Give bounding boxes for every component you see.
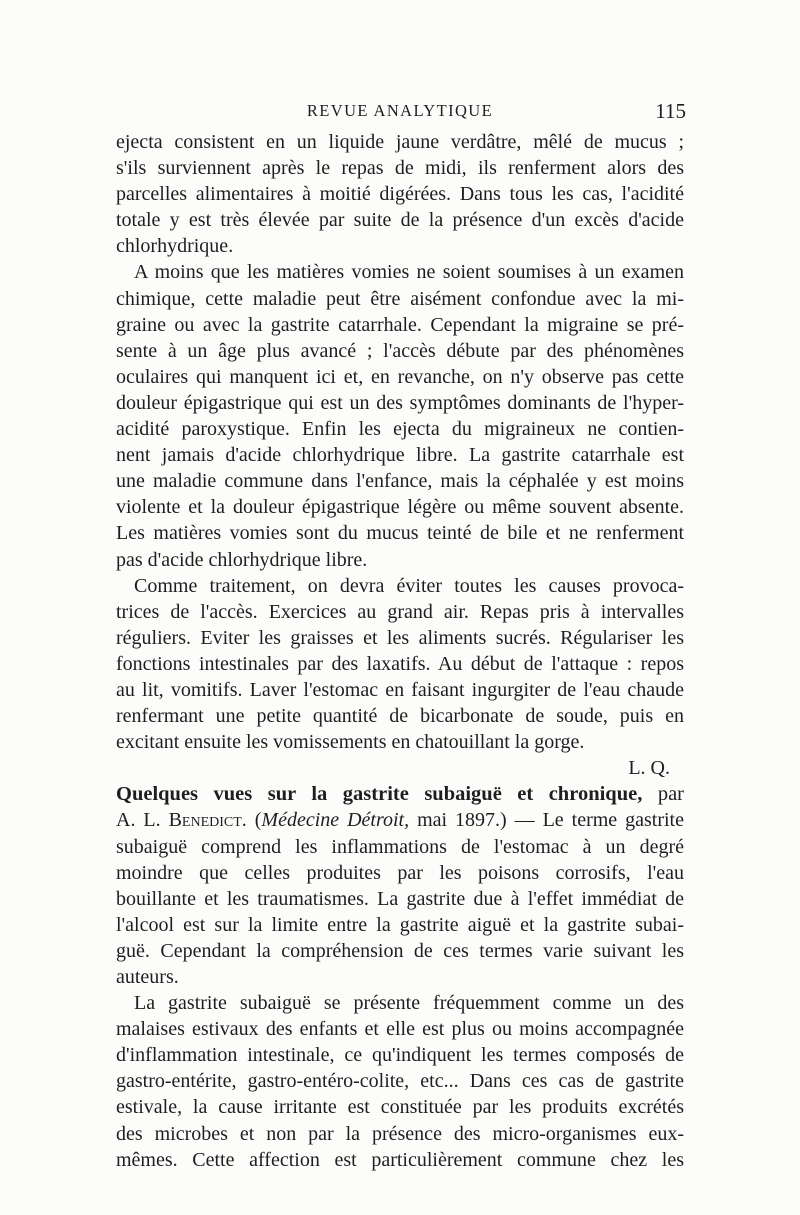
text-line: s'ils surviennent après le repas de midi, ils renferment alors des bbox=[116, 157, 684, 180]
text-line: gastro-entérite, gastro-entéro-colite, etc... Dans ces cas de gastrite bbox=[116, 1070, 684, 1093]
text-line: Les matières vomies sont du mucus teinté de bile et ne renferment bbox=[116, 522, 684, 545]
text-line: renfermant une petite quantité de bicarbonate de soude, puis en bbox=[116, 705, 684, 728]
text-line: l'alcool est sur la limite entre la gastrite aiguë et la gastrite subai- bbox=[116, 913, 684, 936]
article-title: Quelques vues sur la gastrite subaiguë et chronique, bbox=[116, 783, 643, 806]
text-line: nent jamais d'acide chlorhydrique libre. La gastrite catarrhale est bbox=[116, 444, 684, 467]
article-title-line bbox=[116, 781, 684, 807]
text-line-rest: — Le terme gastrite bbox=[506, 809, 684, 832]
journal-name: Médecine Détroit, bbox=[261, 809, 410, 832]
article-author: A. L. Benedict. bbox=[116, 809, 247, 832]
text-line: totale y est très élevée par suite de la présence d'un excès d'acide bbox=[116, 209, 684, 232]
text-line: moindre que celles produites par les poisons corrosifs, l'eau bbox=[116, 861, 684, 884]
text-line: graine ou avec la gastrite catarrhale. Cependant la migraine se pré- bbox=[116, 313, 684, 336]
text-line: Comme traitement, on devra éviter toutes les causes provoca- bbox=[134, 574, 684, 597]
text-line: La gastrite subaiguë se présente fréquemment comme un des bbox=[134, 992, 684, 1015]
text-line: bouillante et les traumatismes. La gastrite due à l'effet immédiat de bbox=[116, 887, 684, 910]
article-title-tail: par bbox=[642, 783, 684, 806]
text-line: trices de l'accès. Exercices au grand air. Repas pris à intervalles bbox=[116, 600, 684, 623]
text-line: d'inflammation intestinale, ce qu'indiquent les termes composés de bbox=[116, 1044, 684, 1067]
text-line: sente à un âge plus avancé ; l'accès débute par des phénomènes bbox=[116, 339, 684, 362]
text-line: acidité paroxystique. Enfin les ejecta du migraineux ne contien- bbox=[116, 418, 684, 441]
text-line: mêmes. Cette affection est particulièrement commune chez les bbox=[116, 1148, 684, 1171]
source-open: ( bbox=[246, 809, 262, 832]
text-line: malaises estivaux des enfants et elle est plus ou moins accompagnée bbox=[116, 1018, 684, 1041]
text-line: excitant ensuite les vomissements en chatouillant la gorge. bbox=[116, 731, 585, 754]
text-line: douleur épigastrique qui est un des symptômes dominants de l'hyper- bbox=[116, 391, 684, 414]
article-byline-line bbox=[116, 807, 684, 833]
text-line: chimique, cette maladie peut être aisément confondue avec la mi- bbox=[116, 287, 684, 310]
text-line: fonctions intestinales par des laxatifs. Au début de l'attaque : repos bbox=[116, 652, 684, 675]
author-signature: L. Q. bbox=[628, 757, 670, 780]
page-number: 115 bbox=[655, 99, 686, 123]
text-line: violente et la douleur épigastrique légère ou même souvent absente. bbox=[116, 496, 684, 519]
text-line: chlorhydrique. bbox=[116, 235, 234, 258]
page-header bbox=[116, 99, 684, 129]
text-line: oculaires qui manquent ici et, en revanche, on n'y observe pas cette bbox=[116, 365, 684, 388]
text-line: des microbes et non par la présence des micro-organismes eux- bbox=[116, 1122, 684, 1145]
text-line: réguliers. Eviter les graisses et les aliments sucrés. Régulariser les bbox=[116, 626, 684, 649]
page-body bbox=[116, 129, 684, 1173]
text-line: ejecta consistent en un liquide jaune verdâtre, mêlé de mucus ; bbox=[116, 131, 684, 153]
text-line: au lit, vomitifs. Laver l'estomac en faisant ingurgiter de l'eau chaude bbox=[116, 678, 684, 701]
text-line: une maladie commune dans l'enfance, mais la céphalée y est moins bbox=[116, 470, 684, 493]
text-line: guë. Cependant la compréhension de ces termes varie suivant les bbox=[116, 939, 684, 962]
text-line: estivale, la cause irritante est constituée par les produits excrétés bbox=[116, 1096, 684, 1119]
text-line: A moins que les matières vomies ne soient soumises à un examen bbox=[134, 261, 684, 284]
text-line: auteurs. bbox=[116, 966, 179, 988]
text-line: subaiguë comprend les inflammations de l'estomac à un degré bbox=[116, 835, 684, 858]
text-line: pas d'acide chlorhydrique libre. bbox=[116, 548, 368, 571]
running-head: REVUE ANALYTIQUE bbox=[306, 101, 494, 120]
text-line: parcelles alimentaires à moitié digérées. Dans tous les cas, l'acidité bbox=[116, 183, 684, 206]
publication-date: mai 1897.) bbox=[409, 809, 507, 832]
